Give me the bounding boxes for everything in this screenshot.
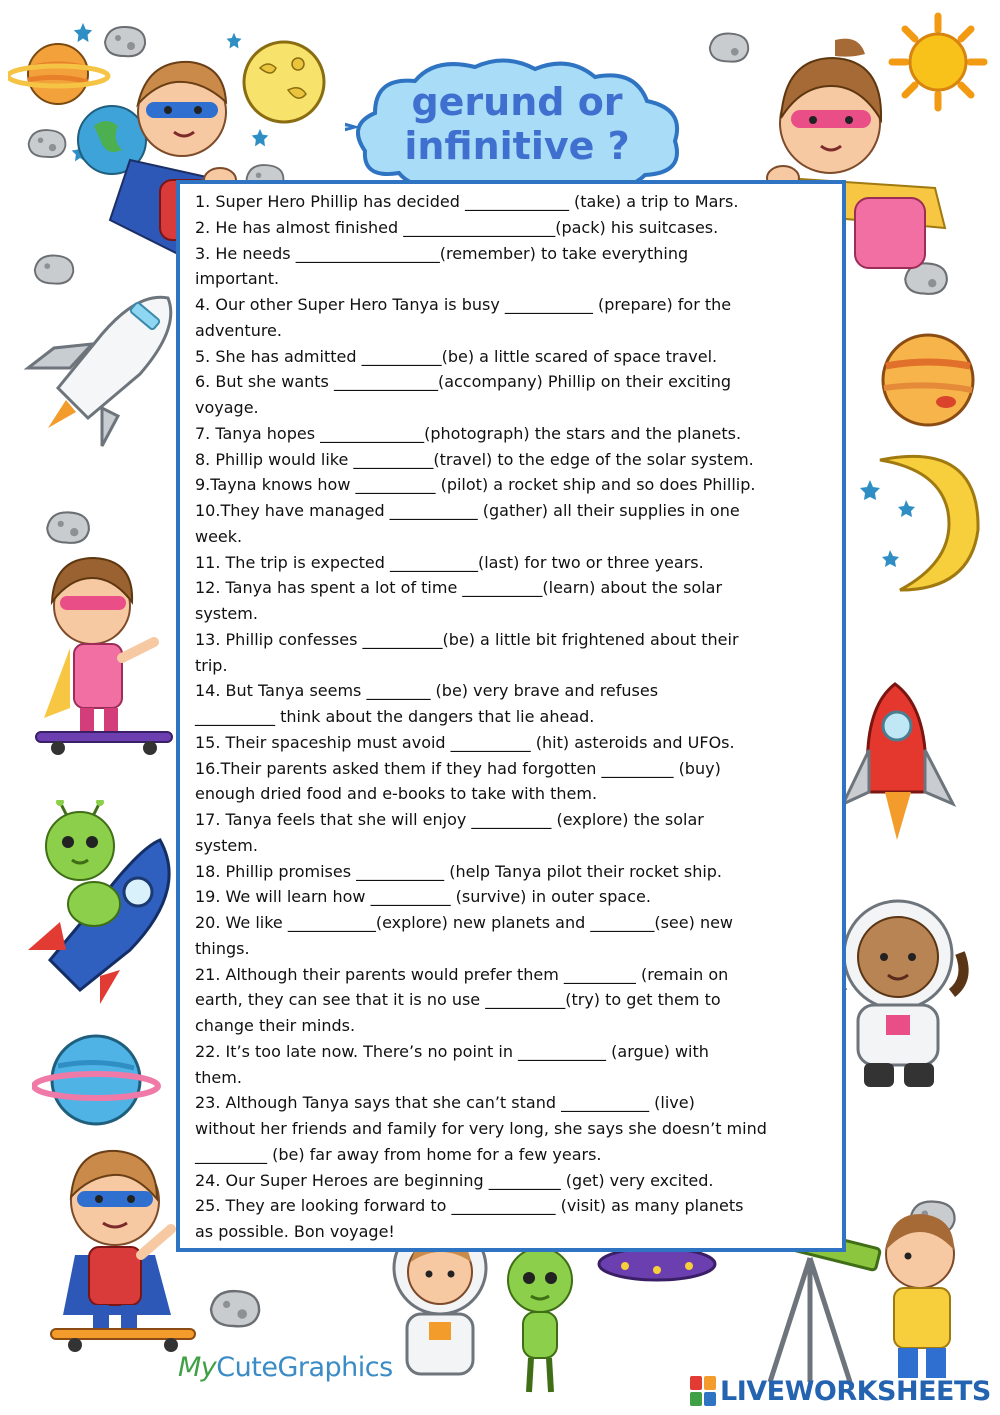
liveworksheets-logo-icon	[690, 1376, 716, 1406]
title-line-1: gerund or	[411, 80, 623, 124]
liveworksheets-logo[interactable]	[690, 1374, 991, 1408]
exercise-line: 2. He has almost finished ___________________(pack) his suitcases.	[195, 217, 719, 237]
exercise-line: 8. Phillip would like __________(travel) to the edge of the solar system.	[195, 449, 754, 469]
exercise-line: them.	[195, 1067, 242, 1087]
asteroid-icon	[42, 505, 94, 549]
exercise-line: 25. They are looking forward to _____________ (visit) as many planets	[195, 1196, 744, 1216]
exercise-line: 14. But Tanya seems ________ (be) very brave and refuses	[195, 681, 659, 701]
credit-rest: CuteGraphics	[216, 1352, 393, 1383]
exercise-line: 9.Tayna knows how __________ (pilot) a rocket ship and so does Phillip.	[195, 475, 756, 495]
exercise-line: 18. Phillip promises ___________ (help Tanya pilot their rocket ship.	[195, 861, 723, 881]
exercise-line: system.	[195, 604, 258, 623]
exercise-line: 22. It’s too late now. There’s no point in ___________ (argue) with	[195, 1041, 709, 1061]
space-shuttle-icon	[18, 288, 183, 448]
exercise-line: earth, they can see that it is no use __________(try) to get them to	[195, 990, 721, 1010]
star-icon	[250, 128, 270, 148]
exercise-line: 21. Although their parents would prefer them _________ (remain on	[195, 964, 729, 984]
exercise-line: 24. Our Super Heroes are beginning _________ (get) very excited.	[195, 1170, 714, 1190]
exercise-line: 15. Their spaceship must avoid __________ (hit) asteroids and UFOs.	[195, 732, 735, 752]
skateboard-girl	[30, 548, 180, 763]
title-line-2: infinitive ?	[404, 124, 630, 168]
exercise-line: 19. We will learn how __________ (survive) in outer space.	[195, 887, 651, 907]
exercise-line: week.	[195, 526, 243, 546]
exercise-line: as possible. Bon voyage!	[195, 1222, 395, 1241]
blue-ringed-planet-icon	[32, 1030, 162, 1130]
exercise-line: 6. But she wants _____________(accompany) Phillip on their exciting	[195, 372, 732, 392]
crescent-moon-icon	[860, 440, 990, 600]
exercise-line: system.	[195, 835, 258, 855]
asteroid-icon	[24, 124, 70, 162]
credit-my: My	[178, 1352, 217, 1383]
asteroid-icon	[205, 1285, 265, 1331]
exercise-line: 5. She has admitted __________(be) a little scared of space travel.	[195, 346, 718, 366]
exercise-line: 7. Tanya hopes _____________(photograph) the stars and the planets.	[195, 423, 742, 443]
exercise-line: important.	[195, 269, 280, 289]
exercise-line: 23. Although Tanya says that she can’t stand ___________ (live)	[195, 1093, 695, 1113]
exercise-line: 4. Our other Super Hero Tanya is busy ___________ (prepare) for the	[195, 295, 732, 314]
mycutegraphics-credit	[178, 1352, 393, 1383]
exercise-line: 10.They have managed ___________ (gather) all their supplies in one	[195, 501, 740, 520]
jupiter-planet-icon	[878, 330, 978, 430]
exercise-list	[195, 189, 835, 1245]
exercise-line: things.	[195, 938, 250, 958]
liveworksheets-brand-text: LIVEWORKSHEETS	[720, 1375, 991, 1407]
exercise-line: change their minds.	[195, 1016, 356, 1035]
alien-blue-rocket	[20, 800, 190, 1005]
green-alien	[495, 1238, 585, 1398]
exercise-line: 13. Phillip confesses __________(be) a little bit frightened about their	[195, 629, 739, 649]
exercise-line: 12. Tanya has spent a lot of time __________(learn) about the solar	[195, 578, 723, 598]
exercise-line: enough dried food and e-books to take with them.	[195, 784, 598, 804]
exercise-line: _________ (be) far away from home for a few years.	[195, 1144, 602, 1164]
exercise-line: __________ think about the dangers that lie ahead.	[195, 707, 595, 726]
exercise-line: 17. Tanya feels that she will enjoy __________ (explore) the solar	[195, 810, 704, 829]
exercise-line: 20. We like ___________(explore) new planets and ________(see) new	[195, 913, 734, 932]
exercise-line: 16.Their parents asked them if they had forgotten _________ (buy)	[195, 758, 721, 778]
title-cloud	[345, 55, 690, 195]
exercise-line: 11. The trip is expected ___________(last) for two or three years.	[195, 552, 704, 572]
exercise-line: 1. Super Hero Phillip has decided _____________ (take) a trip to Mars.	[195, 192, 739, 211]
exercise-line: trip.	[195, 655, 228, 675]
exercise-line: voyage.	[195, 398, 259, 417]
moon-icon	[240, 38, 328, 126]
exercise-line: 3. He needs __________________(remember) to take everything	[195, 243, 689, 263]
exercise-line: without her friends and family for very long, she says she doesn’t mind	[195, 1119, 767, 1138]
exercise-line: adventure.	[195, 320, 282, 340]
astronaut-girl	[828, 895, 978, 1095]
red-rocket-icon	[835, 680, 965, 850]
